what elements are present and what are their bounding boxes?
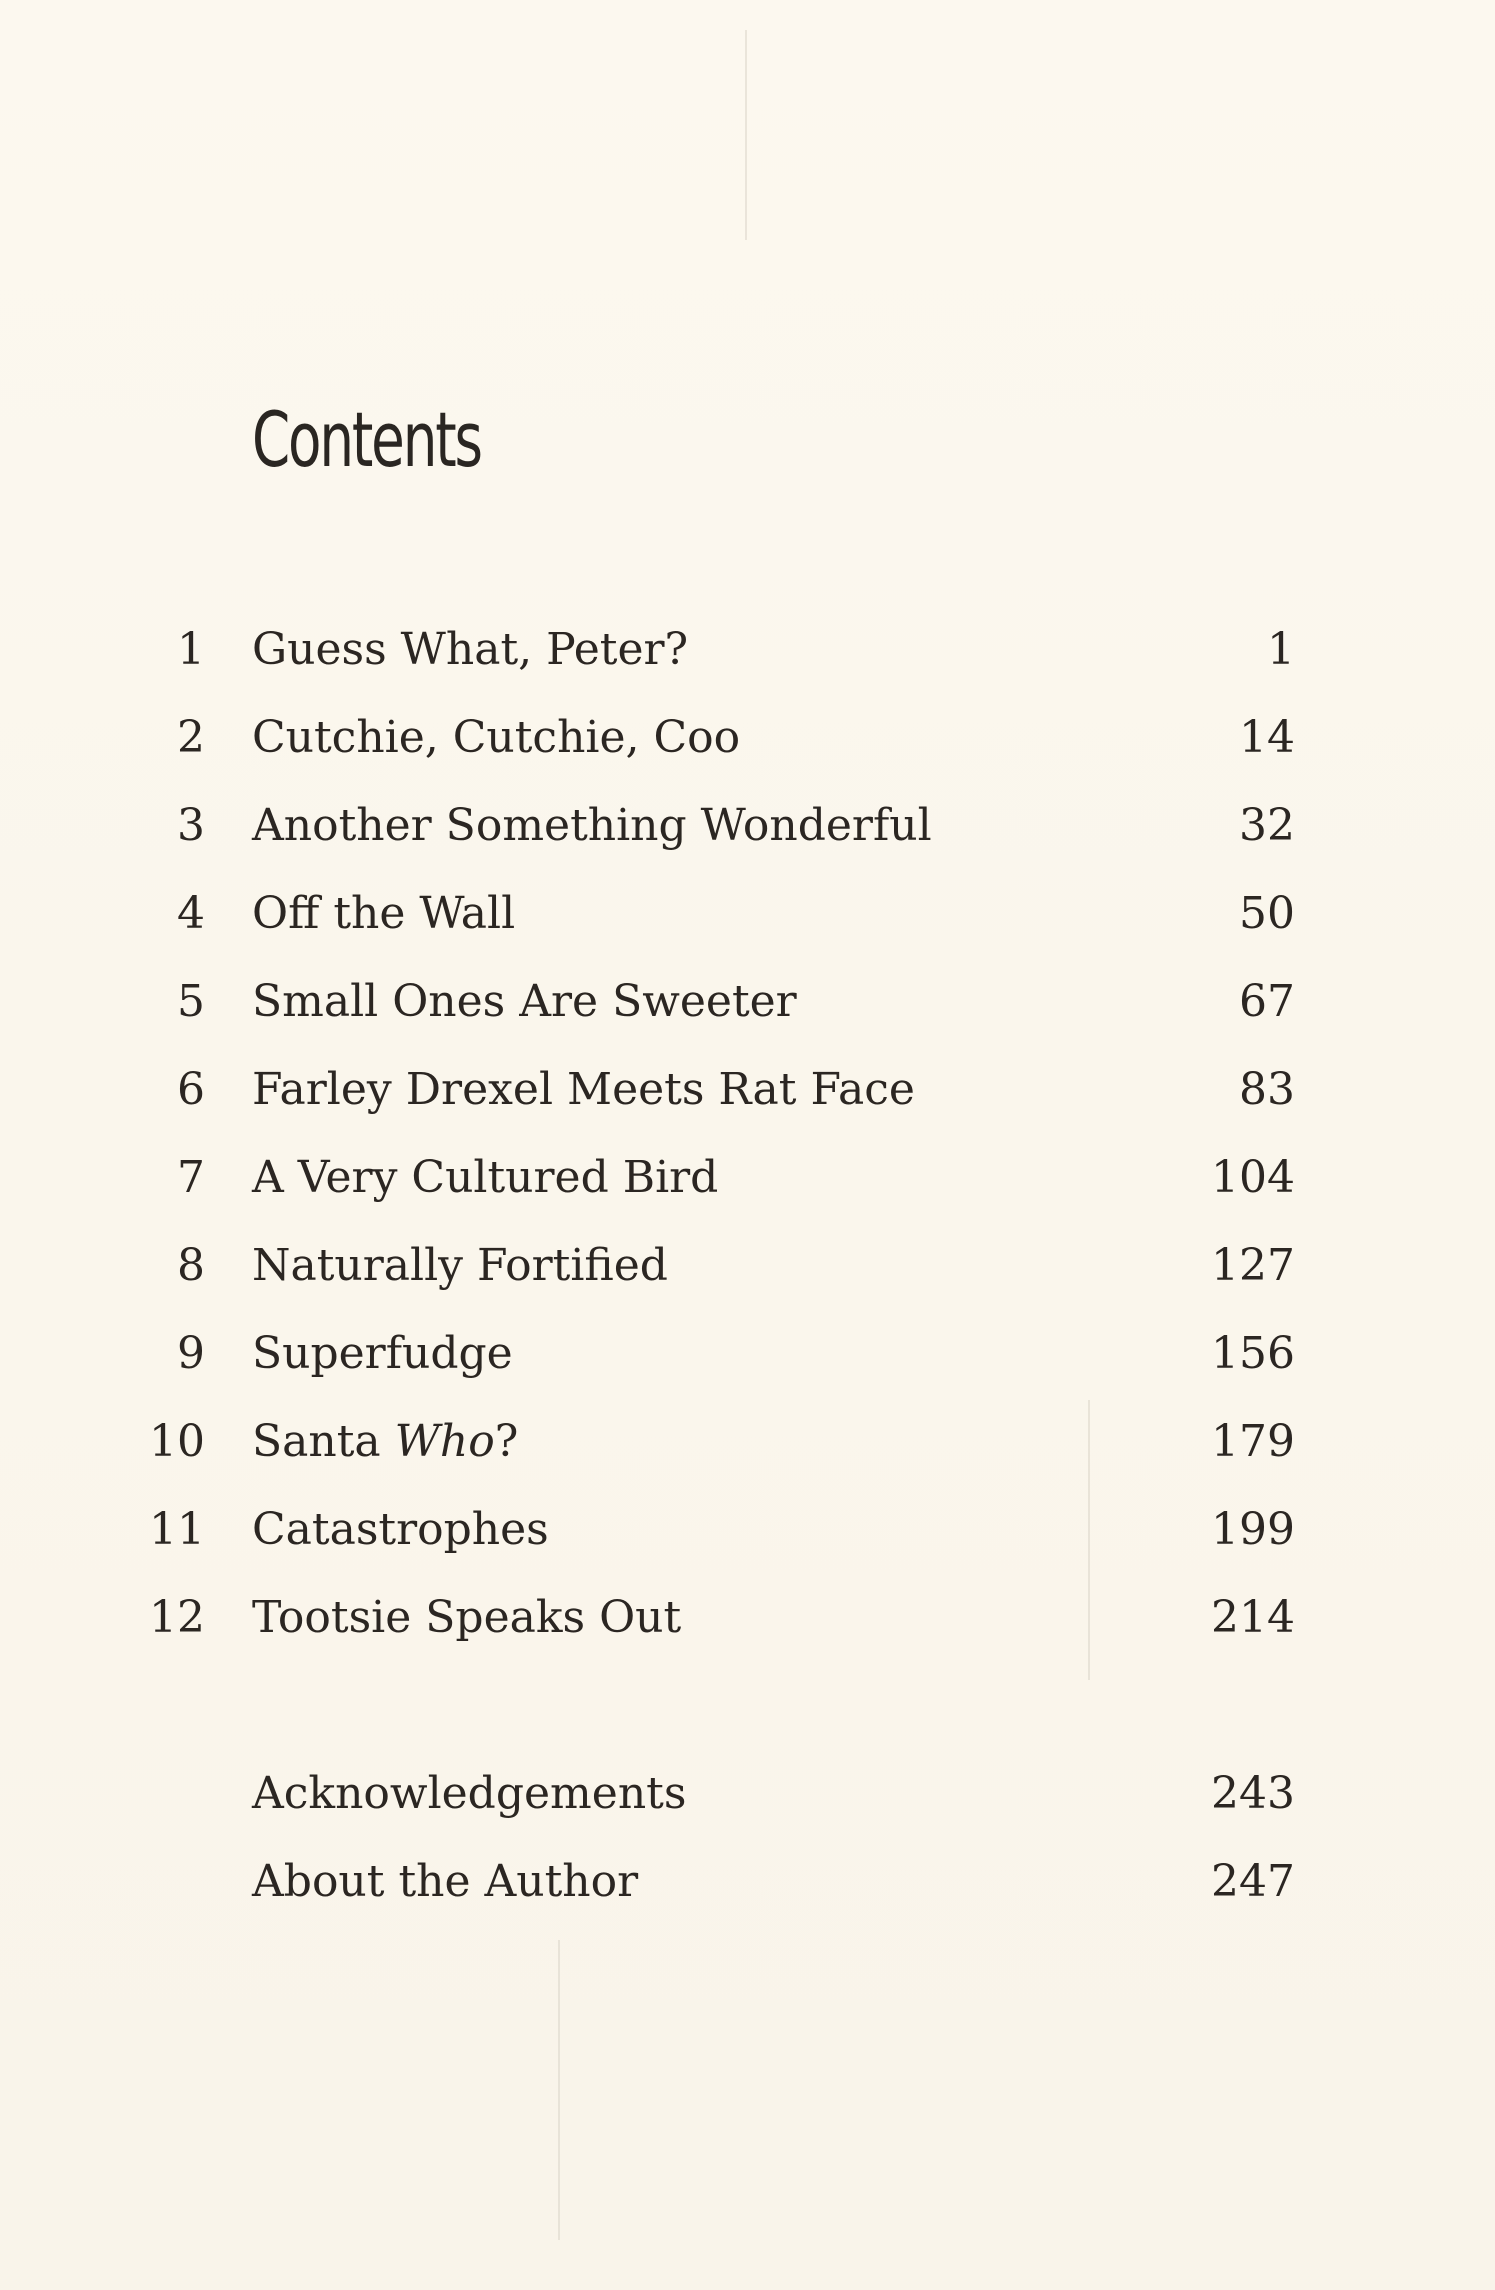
toc-row-11[interactable] (0, 1500, 1495, 1560)
paper-mark (745, 30, 747, 240)
page-number: 67 (1239, 976, 1295, 1027)
chapter-title (252, 1412, 518, 1472)
toc-row-6[interactable] (0, 1060, 1495, 1120)
toc-row-7[interactable] (0, 1148, 1495, 1208)
page-number: 247 (1211, 1856, 1295, 1907)
chapter-title: Superfudge (252, 1328, 513, 1379)
page-number: 1 (1267, 624, 1295, 675)
toc-row-about-the-author[interactable] (0, 1852, 1495, 1912)
chapter-number: 9 (177, 1328, 205, 1379)
toc-row-12[interactable] (0, 1588, 1495, 1648)
toc-row-9[interactable] (0, 1324, 1495, 1384)
page-number: 32 (1239, 800, 1295, 851)
chapter-number: 8 (177, 1240, 205, 1291)
page-number: 127 (1211, 1240, 1295, 1291)
chapter-number: 10 (149, 1416, 205, 1467)
chapter-title: Off the Wall (252, 888, 516, 939)
chapter-title: Cutchie, Cutchie, Coo (252, 712, 741, 763)
chapter-number: 11 (149, 1504, 205, 1555)
chapter-number: 7 (177, 1152, 205, 1203)
chapter-title: Small Ones Are Sweeter (252, 976, 797, 1027)
toc-row-4[interactable] (0, 884, 1495, 944)
chapter-title: Guess What, Peter? (252, 624, 689, 675)
page-number: 214 (1211, 1592, 1295, 1643)
paper-mark (558, 1940, 560, 2240)
chapter-title: Naturally Fortified (252, 1240, 668, 1291)
chapter-title-italic: Who (394, 1416, 495, 1467)
chapter-number: 6 (177, 1064, 205, 1115)
chapter-title: Catastrophes (252, 1504, 549, 1555)
back-matter-title: About the Author (252, 1856, 639, 1907)
chapter-title: Another Something Wonderful (252, 800, 932, 851)
toc-row-2[interactable] (0, 708, 1495, 768)
page-number: 104 (1211, 1152, 1295, 1203)
toc-row-10[interactable] (0, 1412, 1495, 1472)
toc-row-3[interactable] (0, 796, 1495, 856)
chapter-number: 1 (177, 624, 205, 675)
chapter-number: 2 (177, 712, 205, 763)
page-title: Contents (252, 395, 481, 484)
chapter-number: 4 (177, 888, 205, 939)
page-number: 179 (1211, 1416, 1295, 1467)
page-number: 156 (1211, 1328, 1295, 1379)
page-number: 50 (1239, 888, 1295, 939)
chapter-number: 3 (177, 800, 205, 851)
page-number: 14 (1239, 712, 1295, 763)
chapter-title: Tootsie Speaks Out (252, 1592, 682, 1643)
page-number: 199 (1211, 1504, 1295, 1555)
chapter-title-prefix: Santa (252, 1416, 395, 1467)
toc-row-1[interactable] (0, 620, 1495, 680)
toc-row-8[interactable] (0, 1236, 1495, 1296)
back-matter-title: Acknowledgements (252, 1768, 687, 1819)
chapter-number: 5 (177, 976, 205, 1027)
toc-row-acknowledgements[interactable] (0, 1764, 1495, 1824)
page-number: 83 (1239, 1064, 1295, 1115)
page-number: 243 (1211, 1768, 1295, 1819)
chapter-title: Farley Drexel Meets Rat Face (252, 1064, 915, 1115)
chapter-title-suffix: ? (494, 1416, 519, 1467)
chapter-title: A Very Cultured Bird (252, 1152, 719, 1203)
chapter-number: 12 (149, 1592, 205, 1643)
toc-row-5[interactable] (0, 972, 1495, 1032)
